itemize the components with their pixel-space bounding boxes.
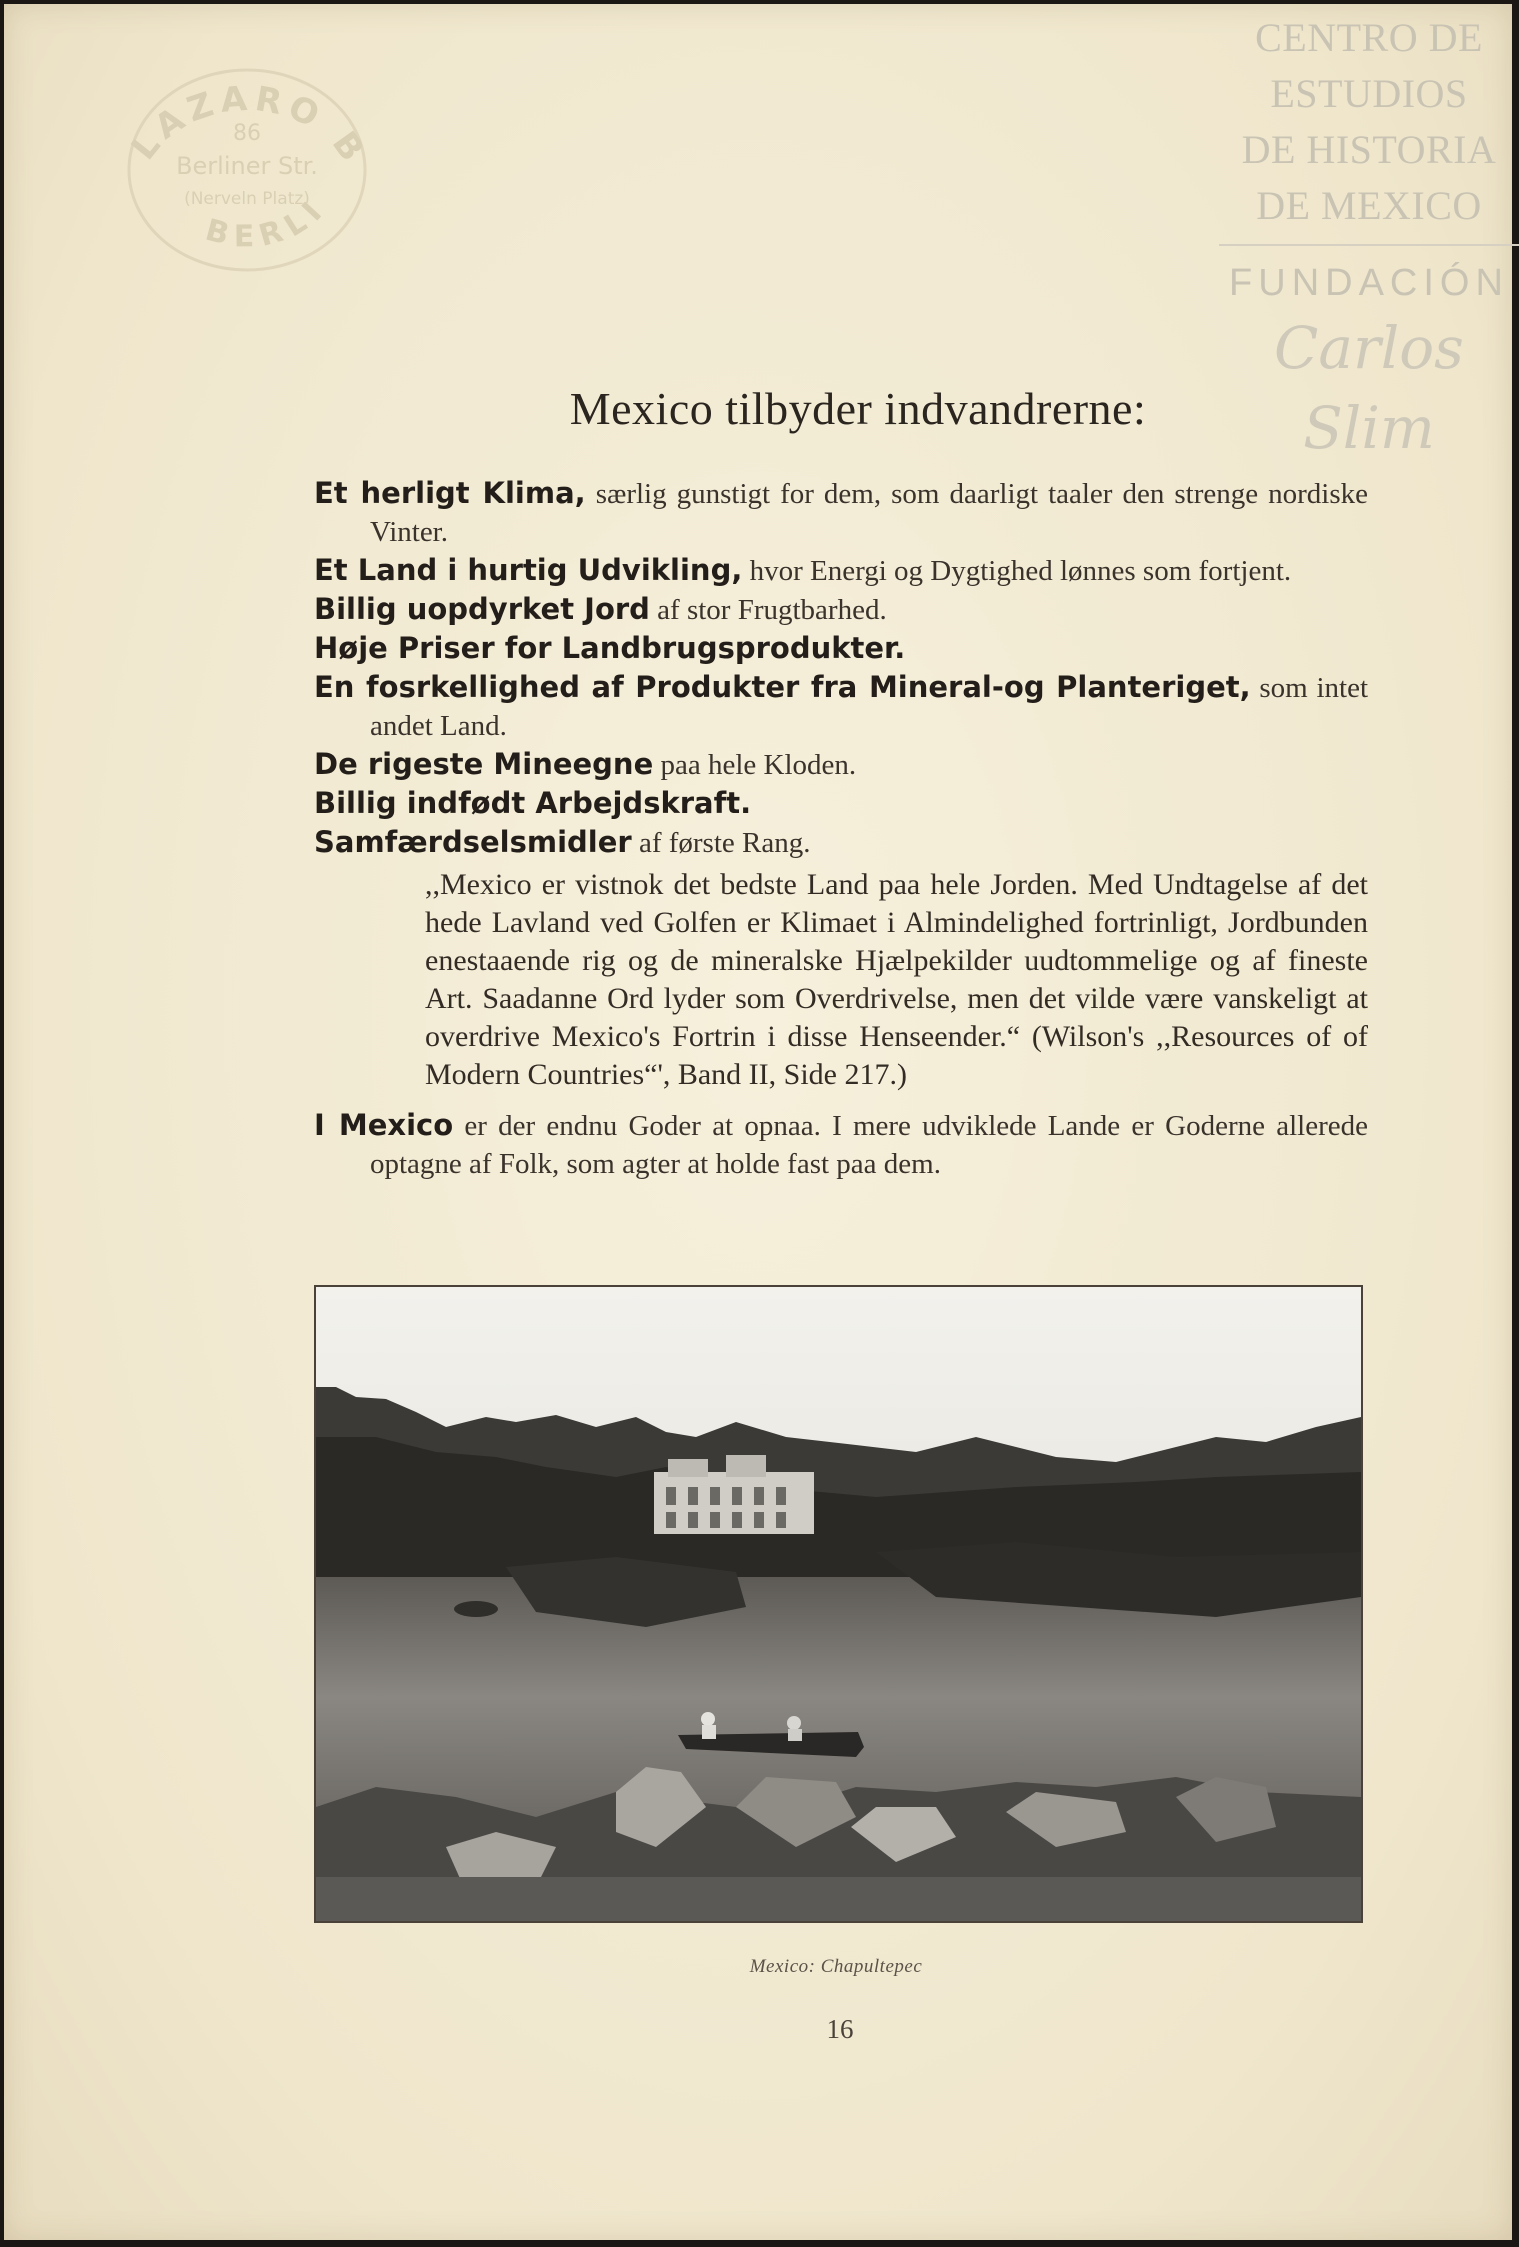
closing-heading: I Mexico xyxy=(314,1108,454,1142)
list-item xyxy=(314,745,1368,784)
item-text: særlig gunstigt for dem, som daarligt taaler den strenge nordiske Vinter. xyxy=(370,478,1369,548)
photo-caption: Mexico: Chapultepec xyxy=(749,1956,923,1977)
list-item xyxy=(314,629,1368,668)
list-item xyxy=(314,823,1368,862)
item-heading: Et herligt Klima, xyxy=(314,476,586,510)
dealer-stamp xyxy=(112,52,382,292)
list-item xyxy=(314,668,1368,745)
closing-text: er der endnu Goder at opnaa. I mere udviklede Lande er Goderne allerede optagne af Folk, som agter at holde fast paa dem. xyxy=(370,1110,1368,1180)
benefits-list xyxy=(314,474,1368,1183)
watermark-line-3: DE HISTORIA xyxy=(1241,127,1497,172)
item-heading: Billig indfødt Arbejdskraft. xyxy=(314,786,752,820)
stamp-city: BERLI xyxy=(201,190,335,255)
stamp-street: Berliner Str. xyxy=(176,152,318,180)
wilson-quote: ,,Mexico er vistnok det bedste Land paa hele Jorden. Med Undtagelse af det hede Lavland ved Golfen er Klimaet i Almindelighed fortrinligt, Jordbunden enestaaende rig og de mineralske Hjælpekilder uudtommelige og af fineste Art. Saadanne Ord lyder som Overdrivelse, men det vilde være vanskeligt at overdrive Mexico's Fortrin i disse Henseender.“ (Wilson's ,,Resources of of Modern Countries“', Band II, Side 217.) xyxy=(425,868,1368,1091)
watermark-divider xyxy=(1219,244,1519,246)
item-heading: Et Land i hurtig Udvikling, xyxy=(314,553,743,587)
item-heading: En fosrkellighed af Produkter fra Mineral-og Planteriget, xyxy=(314,670,1251,704)
item-heading: Billig uopdyrket Jord xyxy=(314,592,650,626)
watermark-signature: Carlos Slim xyxy=(1274,314,1464,462)
lake-landscape-image xyxy=(316,1287,1361,1921)
item-text: hvor Energi og Dygtighed lønnes som fortjent. xyxy=(742,555,1292,587)
list-item xyxy=(314,474,1368,551)
document-page xyxy=(4,4,1512,2240)
page-number: 16 xyxy=(826,2014,854,2044)
watermark-foundation: FUNDACIÓN xyxy=(1229,262,1509,304)
list-item xyxy=(314,590,1368,629)
archive-watermark xyxy=(1219,10,1519,462)
item-text: paa hele Kloden. xyxy=(653,749,857,781)
list-item xyxy=(314,784,1368,823)
watermark-line-4: DE MEXICO xyxy=(1256,183,1482,228)
stamp-square: (Nerveln Platz) xyxy=(184,189,310,209)
closing-paragraph xyxy=(314,1106,1368,1183)
item-heading: Samfærdselsmidler xyxy=(314,825,632,859)
list-item xyxy=(314,551,1368,590)
watermark-line-2: ESTUDIOS xyxy=(1270,71,1468,116)
page-title: Mexico tilbyder indvandrerne: xyxy=(569,383,1147,434)
stamp-mark xyxy=(112,52,382,292)
item-text: af stor Frugtbarhed. xyxy=(649,594,887,626)
stamp-top-text: LAZARO B xyxy=(123,78,376,174)
item-text: som intet andet Land. xyxy=(370,672,1368,742)
item-heading: Høje Priser for Landbrugsprodukter. xyxy=(314,631,906,665)
stamp-number: 86 xyxy=(233,121,261,146)
chapultepec-photo xyxy=(314,1285,1363,1923)
item-text: af første Rang. xyxy=(631,827,811,859)
watermark-line-1: CENTRO DE xyxy=(1255,15,1483,60)
item-heading: De rigeste Mineegne xyxy=(314,747,654,781)
